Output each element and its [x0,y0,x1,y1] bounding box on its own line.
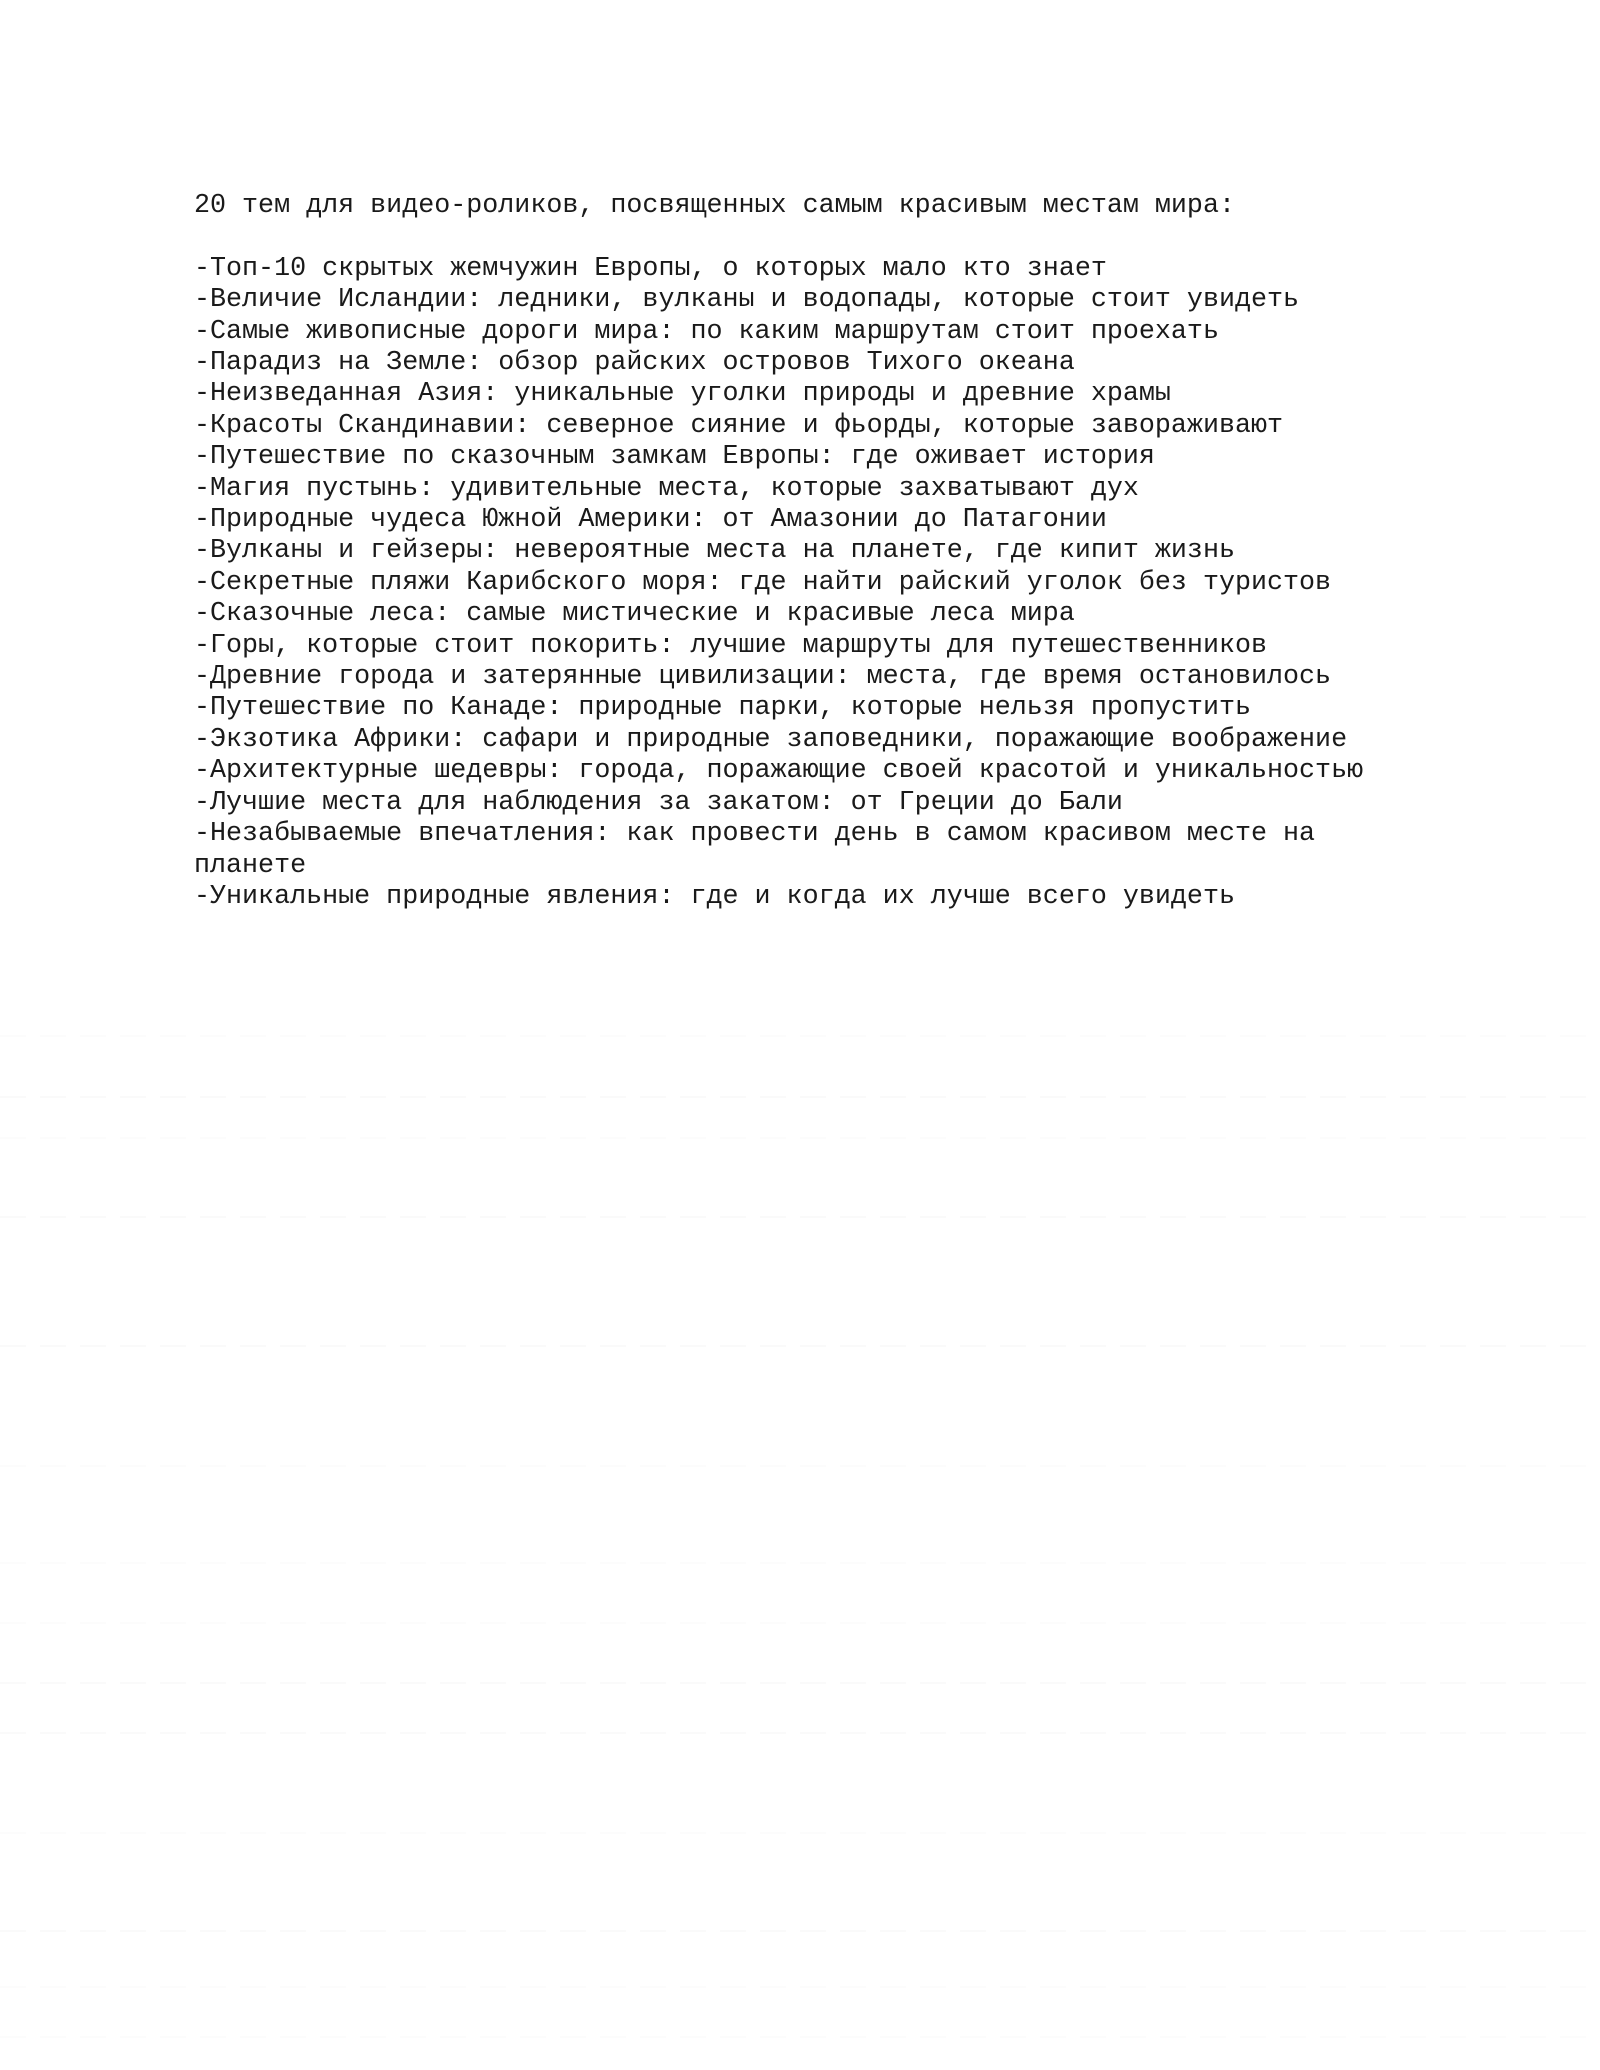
topic-list-item: -Сказочные леса: самые мистические и красивые леса мира [194,599,1075,630]
scan-artifact-line [0,1216,1600,1218]
topic-list-item: -Величие Исландии: ледники, вулканы и водопады, которые стоит увидеть [194,285,1300,316]
scan-artifact-line [0,1682,1600,1684]
topic-list-item: -Магия пустынь: удивительные места, которые захватывают дух [194,473,1139,504]
topic-list-item: -Путешествие по Канаде: природные парки, которые нельзя пропустить [194,693,1251,724]
scan-artifact-line [0,1465,1600,1467]
topic-list-item: -Экзотика Африки: сафари и природные заповедники, поражающие воображение [194,724,1348,755]
topic-list-item: -Самые живописные дороги мира: по каким маршрутам стоит проехать [194,316,1219,347]
scan-artifact-line [0,1622,1600,1624]
topics-list [194,254,1406,914]
topic-list-item: -Неизведанная Азия: уникальные уголки природы и древние храмы [194,379,1171,410]
topic-list-item: -Красоты Скандинавии: северное сияние и фьорды, которые завораживают [194,410,1284,441]
scan-artifact-line [0,1832,1600,1834]
topic-list-item: -Секретные пляжи Карибского моря: где найти райский уголок без туристов [194,567,1332,598]
scan-artifact-line [0,1096,1600,1098]
document-title: 20 тем для видео-роликов, посвященных самым красивым местам мира: [194,191,1235,221]
scan-artifact-line [0,1562,1600,1564]
topic-list-item: -Парадиз на Земле: обзор райских островов Тихого океана [194,348,1075,379]
scan-artifact-line [0,1930,1600,1932]
topic-list-item: -Архитектурные шедевры: города, поражающие своей красотой и уникальностью [194,756,1364,787]
scan-artifact-line [0,1345,1600,1347]
topic-list-item: -Вулканы и гейзеры: невероятные места на планете, где кипит жизнь [194,536,1235,567]
scan-artifact-line [0,2036,1600,2038]
topic-list-item: -Топ-10 скрытых жемчужин Европы, о которых мало кто знает [194,253,1107,284]
topic-list-item: -Горы, которые стоит покорить: лучшие маршруты для путешественников [194,630,1268,661]
scan-artifact-line [0,1986,1600,1988]
topic-list-item: -Незабываемые впечатления: как провести день в самом красивом месте на планете [194,819,1332,881]
topic-list-item: -Уникальные природные явления: где и когда их лучше всего увидеть [194,881,1235,912]
topic-list-item: -Древние города и затерянные цивилизации: места, где время остановилось [194,662,1332,693]
scan-artifact-line [0,1137,1600,1139]
document-content [194,191,1406,913]
topic-list-item: -Природные чудеса Южной Америки: от Амазонии до Патагонии [194,505,1107,536]
topic-list-item: -Путешествие по сказочным замкам Европы: где оживает история [194,442,1155,473]
scan-artifact-line [0,1035,1600,1037]
topic-list-item: -Лучшие места для наблюдения за закатом: от Греции до Бали [194,787,1123,818]
scan-artifact-line [0,1732,1600,1734]
